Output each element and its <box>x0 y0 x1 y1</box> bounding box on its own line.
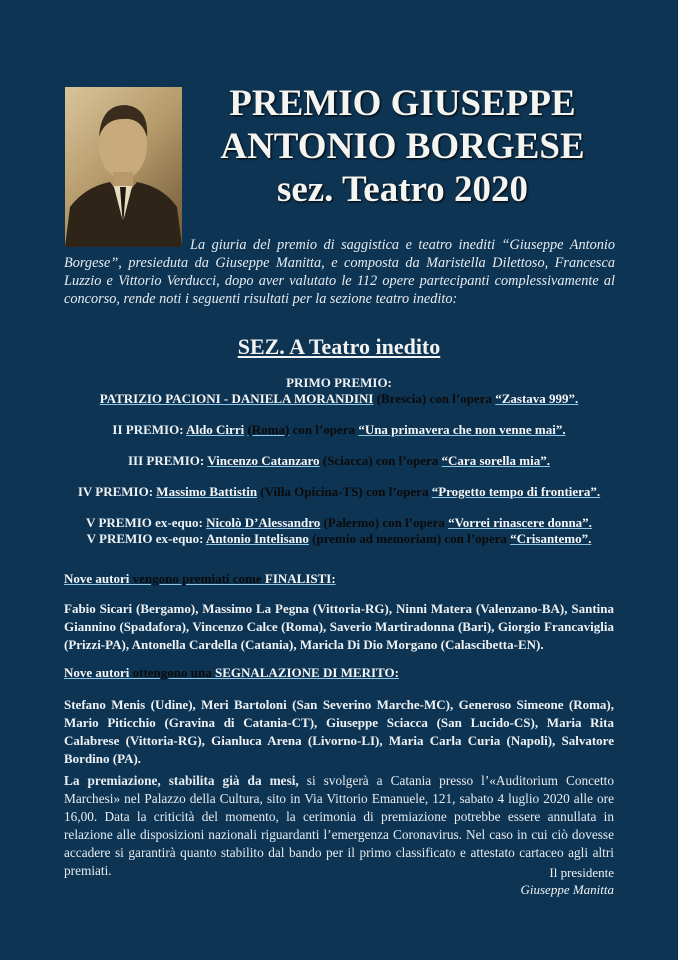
prize-list <box>40 375 638 547</box>
highlighted-text: Vincenzo Catanzaro <box>207 453 320 468</box>
finalists-list: Fabio Sicari (Bergamo), Massimo La Pegna (Vittoria-RG), Ninni Matera (Valenzano-BA), Santina Giannino (Spadafora), Vincenzo Calce (Roma), Saverio Martiradonna (Bari), Giorgio Francaviglia (Prizzi-PA), Antonella Cardella (Catania), Maricla Di Dio Morgano (Calascibetta-EN). <box>64 601 614 652</box>
ceremony-lead: La premiazione, stabilita già da mesi, <box>64 773 299 788</box>
spacer <box>40 407 638 422</box>
prize-entry <box>40 422 638 438</box>
prize-line <box>40 453 638 469</box>
signature-role: Il presidente <box>549 865 614 880</box>
dark-text: con l’opera <box>289 422 359 437</box>
highlighted-text: Nove autori <box>64 665 133 680</box>
prize-label: II PREMIO: <box>112 422 187 437</box>
highlighted-text: “Una primavera che non venne mai”. <box>358 422 566 437</box>
highlighted-text: “Cara sorella mia”. <box>441 453 550 468</box>
prize-entry <box>40 453 638 469</box>
highlighted-text: Nove autori <box>64 571 133 586</box>
title-line-3: sez. Teatro 2020 <box>276 169 529 210</box>
intro-paragraph: La giuria del premio di saggistica e teatro inediti “Giuseppe Antonio Borgese”, presieduta da Giuseppe Manitta, e composta da Maristella Dilettoso, Francesca Luzzio e Vittorio Verducci, dopo aver valutato le 112 opere partecipanti complessivamente al concorso, rende noti i seguenti risultati per la sezione teatro inedito: <box>64 237 615 307</box>
highlighted-text: FINALISTI: <box>264 571 336 586</box>
title-line-2: ANTONIO BORGESE <box>220 126 585 167</box>
dark-text: (Villa Opicina-TS) con l’opera <box>257 484 432 499</box>
prize-line <box>40 391 638 407</box>
prize-entry <box>40 515 638 547</box>
prize-line <box>40 375 638 391</box>
prize-line <box>40 484 638 500</box>
highlighted-text: Aldo Cirri <box>186 422 245 437</box>
highlighted-text: Antonio Intelisano <box>205 531 309 546</box>
page-title <box>185 82 620 211</box>
prize-label: V PREMIO ex-equo: <box>86 531 206 546</box>
portrait-photo <box>65 87 182 247</box>
prize-label: PRIMO PREMIO: <box>286 375 392 390</box>
spacer <box>40 469 638 484</box>
highlighted-text: “Vorrei rinascere donna”. <box>448 515 592 530</box>
dark-text: (Brescia) con l’opera <box>373 391 496 406</box>
prize-entry <box>40 375 638 407</box>
highlighted-text: Nicolò D’Alessandro <box>206 515 321 530</box>
dark-text: (premio ad memoriam) con l’opera <box>308 531 511 546</box>
merit-heading <box>64 665 399 681</box>
merit-list: Stefano Menis (Udine), Meri Bartoloni (San Severino Marche-MC), Generoso Simeone (Roma), Mario Piticchio (Gravina di Catania-CT), Giuseppe Sciacca (San Lucido-CS), Maria Rita Calabrese (Vittoria-RG), Gianluca Arena (Livorno-LI), Maria Carla Curia (Napoli), Salvatore Bordino (PA). <box>64 697 614 766</box>
prize-line <box>40 515 638 531</box>
dark-text: (Roma) <box>247 422 290 437</box>
prize-line <box>40 531 638 547</box>
prize-label: III PREMIO: <box>128 453 208 468</box>
dark-text: ottengono una <box>132 665 215 680</box>
dark-text: (Palermo) con l’opera <box>320 515 449 530</box>
portrait-silhouette <box>65 87 182 247</box>
highlighted-text: “Zastava 999”. <box>495 391 579 406</box>
highlighted-text: SEGNALAZIONE DI MERITO: <box>214 665 399 680</box>
spacer <box>40 438 638 453</box>
signature <box>520 864 614 898</box>
highlighted-text: “Crisantemo”. <box>510 531 592 546</box>
finalists-heading <box>64 571 336 587</box>
highlighted-text: PATRIZIO PACIONI - DANIELA MORANDINI <box>99 391 374 406</box>
highlighted-text: Massimo Battistin <box>156 484 258 499</box>
highlighted-text: “Progetto tempo di frontiera”. <box>431 484 601 499</box>
prize-label: IV PREMIO: <box>77 484 157 499</box>
signature-name: Giuseppe Manitta <box>520 882 614 897</box>
dark-text: (Sciacca) con l’opera <box>319 453 442 468</box>
dark-text: vengono premiati come <box>132 571 265 586</box>
spacer <box>40 500 638 515</box>
prize-label: V PREMIO ex-equo: <box>86 515 207 530</box>
section-heading: SEZ. A Teatro inedito <box>237 334 441 359</box>
ceremony-text: si svolgerà a Catania presso l’«Auditorium Concetto Marchesi» nel Palazzo della Cultura, sito in Via Vittorio Emanuele, 121, sabato 4 luglio 2020 alle ore 16,00. Data la criticità del momento, la cerimonia di premiazione potrebbe essere annullata in relazione alle disposizioni nazionali riguardanti l’emergenza Coronavirus. Nel caso in cui ciò dovesse accadere si garantirà quanto stabilito dal bando per il primo classificato e attestato cartaceo agli altri premiati. <box>64 773 614 878</box>
prize-line <box>40 422 638 438</box>
title-line-1: PREMIO GIUSEPPE <box>229 83 576 124</box>
prize-entry <box>40 484 638 500</box>
